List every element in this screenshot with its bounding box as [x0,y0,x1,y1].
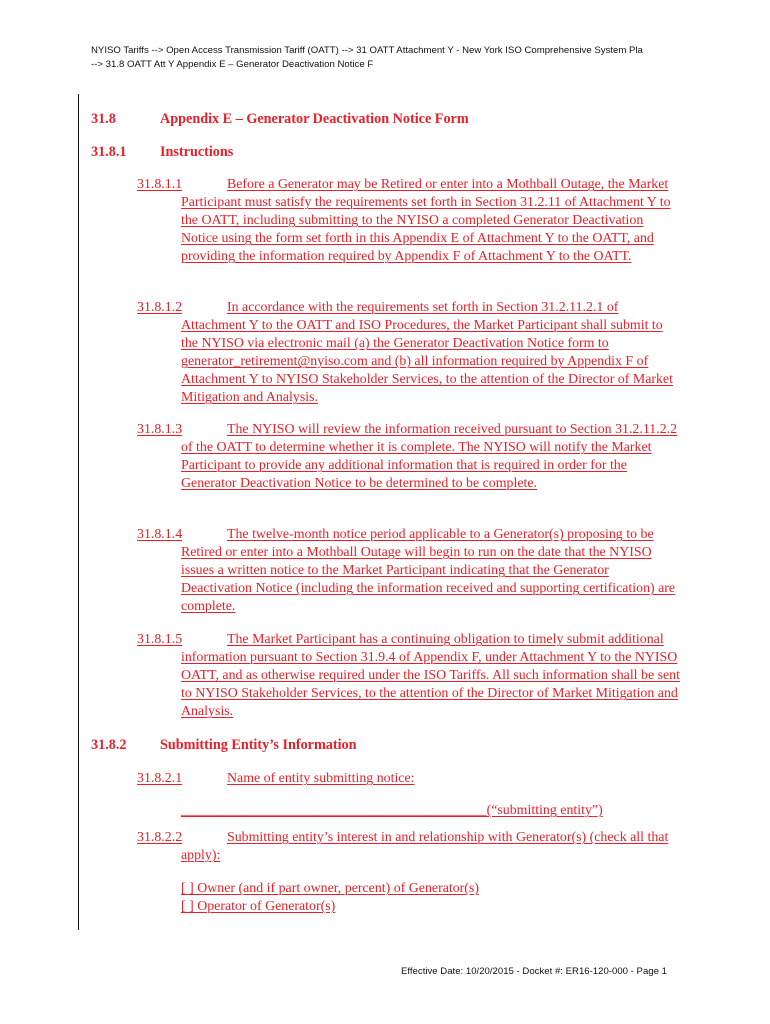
section-number: 31.8 [91,111,116,127]
submitting-entity-blank [181,802,603,820]
paragraph-31-8-2-1 [137,770,682,788]
owner-checkbox-option[interactable]: [ ] Owner (and if part owner, percent) of Generator(s) [181,881,479,896]
section-title: Appendix E – Generator Deactivation Notice Form [160,111,469,127]
paragraph-number: 31.8.1.4 [137,527,183,542]
header-breadcrumb-line-1: NYISO Tariffs --> Open Access Transmission Tariff (OATT) --> 31 OATT Attachment Y - New York ISO Comprehensive System Pla [91,45,643,56]
paragraph-31-8-1-1 [137,176,682,266]
paragraph-text: Before a Generator may be Retired or enter into a Mothball Outage, the Market Participant must satisfy the requirements set forth in Section 31.2.11 of Attachment Y to the OATT, including submitting to the NYISO a completed Generator Deactivation Notice using the form set forth in this Appendix E of Attachment Y to the OATT, and providing the information required by Appendix F of Attachment Y to the OATT. [181,177,671,264]
paragraph-text: In accordance with the requirements set forth in Section 31.2.11.2.1 of Attachment Y to the OATT and ISO Procedures, the Market Participant shall submit to the NYISO via electronic mail (a) the Generator Deactivation Notice form to generator_retirement@nyiso.com and (b) all information required by Appendix F of Attachment Y to NYISO Stakeholder Services, to the attention of the Director of Market Mitigation and Analysis. [181,300,673,405]
paragraph-number: 31.8.2.1 [137,771,183,786]
paragraph-number: 31.8.1.2 [137,300,183,315]
section-heading [91,110,511,128]
entity-name-blank-line[interactable]: ____________________________________________ [181,803,487,818]
paragraph-31-8-2-2 [137,829,682,865]
relationship-checkbox-list [181,880,479,916]
submitting-number: 31.8.2 [91,737,127,753]
paragraph-number: 31.8.1.3 [137,422,183,437]
paragraph-number: 31.8.1.1 [137,177,183,192]
submitting-title: Submitting Entity’s Information [160,737,357,753]
header-breadcrumb-line-2: --> 31.8 OATT Att Y Appendix E – Generator Deactivation Notice F [91,59,374,70]
paragraph-31-8-1-5 [137,631,682,721]
page-header [91,44,751,72]
paragraph-number: 31.8.2.2 [137,830,183,845]
instructions-number: 31.8.1 [91,144,127,160]
paragraph-text: The twelve-month notice period applicable to a Generator(s) proposing to be Retired or enter into a Mothball Outage will begin to run on the date that the NYISO issues a written notice to the Market Participant indicating that the Generator Deactivation Notice (including the information received and supporting certification) are complete. [181,527,676,614]
paragraph-text: The Market Participant has a continuing obligation to timely submit additional information pursuant to Section 31.9.4 of Appendix F, under Attachment Y to the NYISO OATT, and as otherwise required under the ISO Tariffs. All such information shall be sent to NYISO Stakeholder Services, to the attention of the Director of Market Mitigation and Analysis. [181,632,680,719]
instructions-title: Instructions [160,144,234,160]
paragraph-31-8-1-2 [137,299,682,407]
paragraph-number: 31.8.1.5 [137,632,183,647]
entity-name-blank-suffix: (“submitting entity”) [486,803,603,818]
page-footer: Effective Date: 10/20/2015 - Docket #: ER16-120-000 - Page 1 [401,966,667,977]
paragraph-text: The NYISO will review the information received pursuant to Section 31.2.11.2.2 of the OATT to determine whether it is complete. The NYISO will notify the Market Participant to provide any additional information that is required in order for the Generator Deactivation Notice to be determined to be complete. [181,422,678,491]
paragraph-31-8-1-3 [137,421,682,493]
revision-change-bar [78,94,79,930]
paragraph-text: Name of entity submitting notice: [227,771,415,786]
paragraph-31-8-1-4 [137,526,682,616]
paragraph-text: Submitting entity’s interest in and relationship with Generator(s) (check all that apply): [181,830,669,863]
operator-checkbox-option[interactable]: [ ] Operator of Generator(s) [181,899,336,914]
submitting-heading [91,736,411,754]
instructions-heading [91,143,391,161]
